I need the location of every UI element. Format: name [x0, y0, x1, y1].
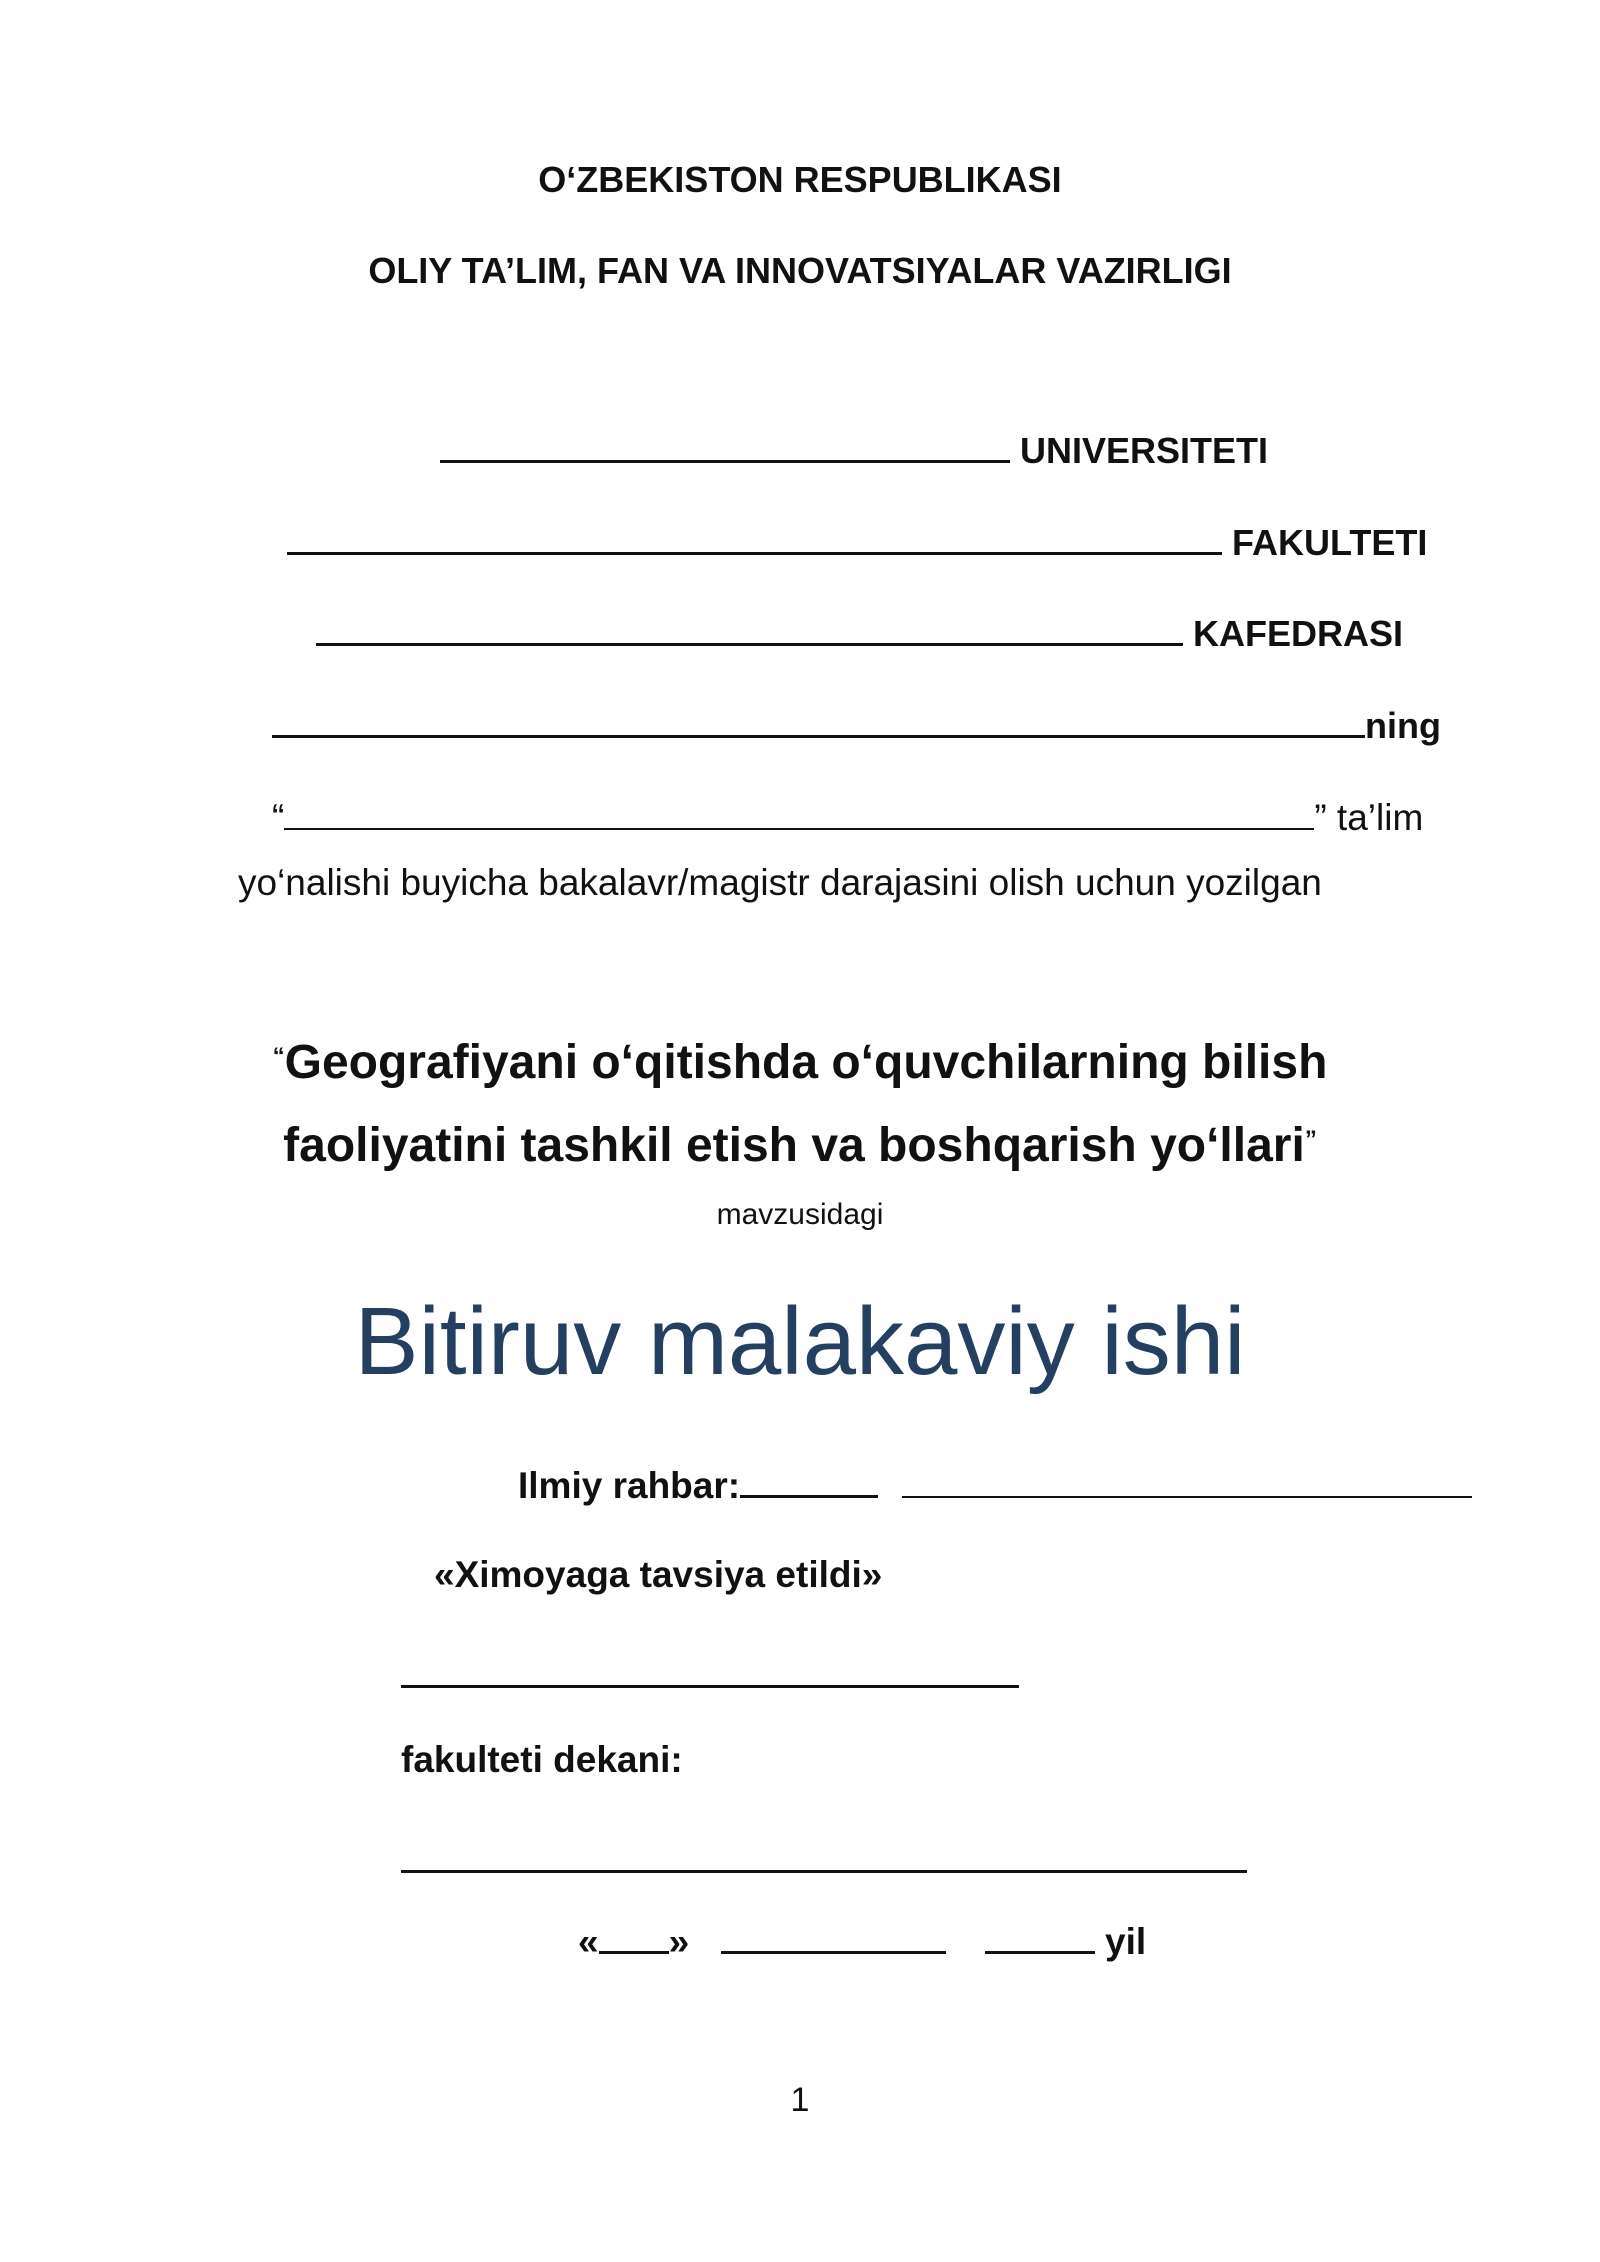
- faculty-line: [287, 522, 1428, 563]
- department-name-blank: [316, 643, 1183, 646]
- topic-subtitle: mavzusidagi: [716, 1198, 884, 1231]
- faculty-label: FAKULTETI: [1232, 522, 1428, 563]
- dean-label: fakulteti dekani:: [401, 1739, 683, 1780]
- student-line: [272, 705, 1441, 746]
- direction-name-blank: [284, 828, 1314, 830]
- direction-close: ” ta’lim: [1314, 797, 1424, 838]
- student-name-blank: [272, 735, 1365, 738]
- supervisor-signature-blank: [740, 1495, 878, 1498]
- dean-signature-blank: [401, 1870, 1247, 1873]
- date-close-quote: »: [668, 1921, 690, 1962]
- topic-text-1: Geografiyani o‘qitishda o‘quvchilarning bilish: [284, 1036, 1328, 1089]
- day-blank: [599, 1951, 669, 1954]
- year-blank: [985, 1951, 1095, 1954]
- purpose-text: yo‘nalishi buyicha bakalavr/magistr darajasini olish uchun yozilgan: [238, 862, 1322, 903]
- topic-close-quote: ”: [1304, 1126, 1317, 1153]
- university-line: [440, 430, 1269, 471]
- direction-line: [272, 799, 1423, 836]
- student-suffix: ning: [1365, 705, 1441, 746]
- faculty-name-blank: [287, 552, 1222, 555]
- year-label: yil: [1105, 1921, 1147, 1962]
- page-number: 1: [790, 2081, 810, 2119]
- department-line: [316, 613, 1404, 654]
- supervisor-label: Ilmiy rahbar:: [518, 1465, 741, 1506]
- supervisor-line: [518, 1467, 1472, 1504]
- topic-open-quote: “: [272, 1043, 285, 1070]
- direction-open-quote: “: [272, 797, 285, 838]
- department-label: KAFEDRASI: [1193, 613, 1404, 654]
- topic-line-1: [0, 1036, 1600, 1089]
- topic-text-2: faoliyatini tashkil etish va boshqarish yo‘llari: [283, 1119, 1305, 1172]
- date-open-quote: «: [578, 1921, 599, 1962]
- ministry-heading: OLIY TA’LIM, FAN VA INNOVATSIYALAR VAZIRLIGI: [368, 250, 1232, 291]
- supervisor-name-blank: [902, 1496, 1472, 1498]
- month-blank: [721, 1951, 946, 1954]
- date-line: [578, 1923, 1146, 1960]
- university-label: UNIVERSITETI: [1020, 430, 1269, 471]
- work-title: Bitiruv malakaviy ishi: [354, 1288, 1246, 1395]
- recommendation-text: «Ximoyaga tavsiya etildi»: [434, 1554, 883, 1595]
- recommendation-signature-blank: [401, 1685, 1019, 1688]
- university-name-blank: [440, 460, 1010, 463]
- republic-heading: O‘ZBEKISTON RESPUBLIKASI: [538, 159, 1062, 200]
- topic-line-2: [0, 1119, 1600, 1172]
